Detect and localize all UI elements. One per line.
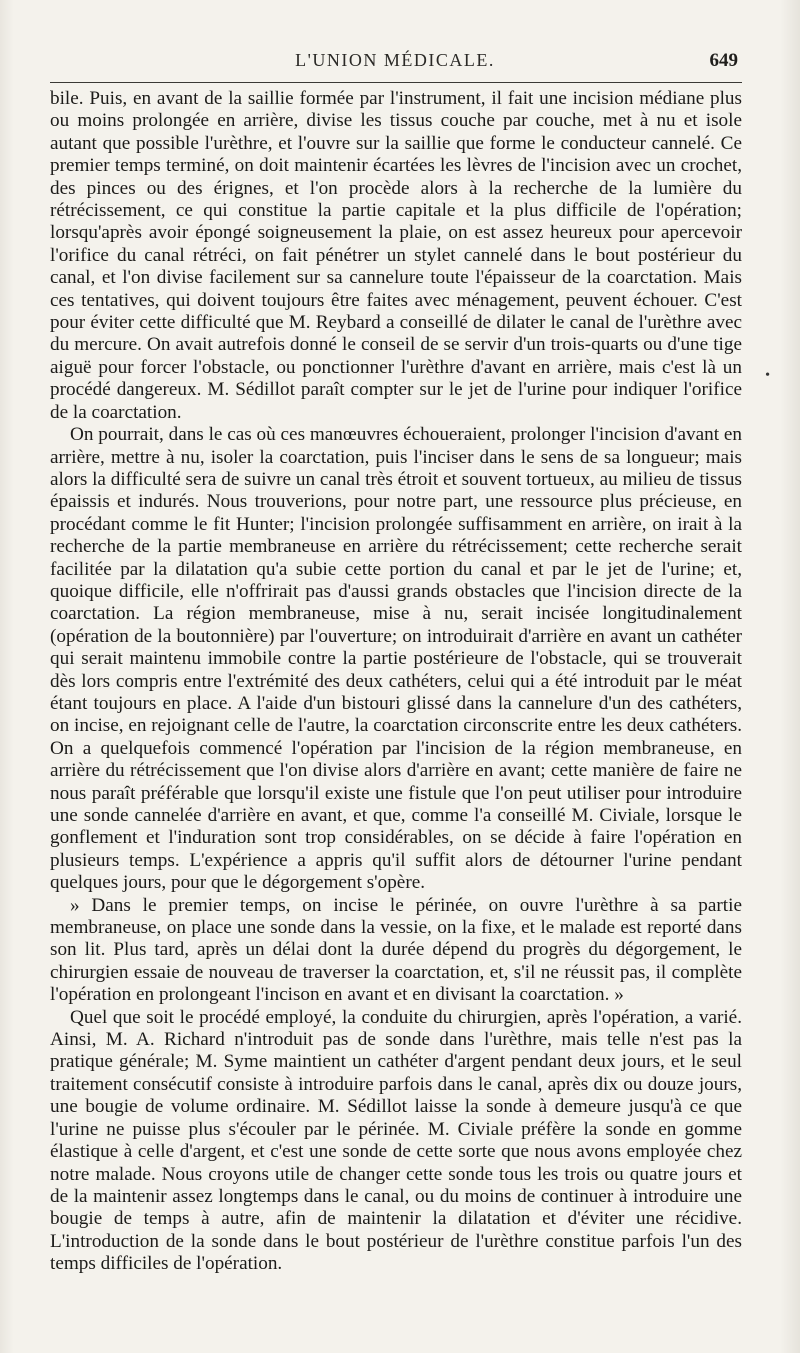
paragraph-2: On pourrait, dans le cas où ces manœuvres échoueraient, prolonger l'incision d'avant en arrière, mettre à nu, isoler la coarctation, puis l'inciser dans le sens de sa longueur; mais alors la difficulté sera de suivre un canal très étroit et souvent tortueux, au milieu de tissus épaissis et indurés. Nous trouverions, pour notre part, une ressource plus précieuse, en procédant comme le fit Hunter; l'incision prolongée suffisamment en arrière, on irait à la recherche de la partie membraneuse en arrière du rétrécissement; cette recherche serait facilitée par la dilatation qu'a subie cette portion du canal et par le jet de l'urine; et, quoique difficile, elle n'offrirait pas d'aussi grands obstacles que l'incision directe de la coarctation. La région membraneuse, mise à nu, serait incisée longitudinalement (opération de la boutonnière) par l'ouverture; on introduirait d'arrière en avant un cathéter qui serait maintenu immobile contre la partie postérieure de l'obstacle, qui se trouverait dès lors compris entre l'extrémité des deux cathéters, celui qui a été introduit par le méat étant toujours en place. A l'aide d'un bistouri glissé dans la cannelure d'un des cathéters, on incise, en rejoignant celle de l'autre, la coarctation circonscrite entre les deux cathéters. On a quelquefois commencé l'opération par l'incision de la région membraneuse, en arrière du rétrécissement que l'on divise alors d'arrière en avant; cette manière de faire ne nous paraît préférable que lorsqu'il existe une fistule que l'on peut utiliser pour introduire une sonde cannelée d'arrière en avant, et que, comme l'a conseillé M. Civiale, lorsque le gonflement et l'induration sont trop considérables, on se décide à faire l'opération en plusieurs temps. L'expérience a appris qu'il suffit alors de détourner l'urine pendant quelques jours, pour que le dégorgement s'opère. — [50, 424, 742, 894]
page-header — [50, 50, 740, 78]
running-title: L'UNION MÉDICALE. — [295, 50, 495, 70]
paragraph-3-quote: » Dans le premier temps, on incise le périnée, on ouvre l'urèthre à sa partie membraneuse, on place une sonde dans la vessie, on la fixe, et le malade est reporté dans son lit. Plus tard, après un délai dont la durée dépend du progrès du dégorgement, le chirurgien essaie de nouveau de traverser la coarctation, et, s'il ne réussit pas, il complète l'opération en prolongeant l'incison en avant et en divisant la coarctation. » — [50, 894, 742, 1006]
body-text — [50, 88, 742, 1276]
header-rule — [50, 82, 742, 83]
page-number: 649 — [709, 50, 738, 71]
paragraph-1: bile. Puis, en avant de la saillie formée par l'instrument, il fait une incision médiane plus ou moins prolongée en arrière, divise les tissus couche par couche, met à nu et isole autant que possible l'urèthre, et l'ouvre sur la saillie que forme le conducteur cannelé. Ce premier temps terminé, on doit maintenir écartées les lèvres de l'incision avec un crochet, des pinces ou des érignes, et l'on procède alors à la recherche de la lumière du rétrécissement, ce qui constitue la partie capitale et la plus difficile de l'opération; lorsqu'après avoir épongé soigneusement la plaie, on est assez heureux pour apercevoir l'orifice du canal rétréci, on fait pénétrer un stylet cannelé dans le bout postérieur du canal, et l'on divise facilement sur sa cannelure toute l'épaisseur de la coarctation. Mais ces tentatives, qui doivent toujours être faites avec ménagement, peuvent échouer. C'est pour éviter cette difficulté que M. Reybard a conseillé de dilater le canal de l'urèthre avec du mercure. On avait autrefois donné le conseil de se servir d'un trois-quarts ou d'une tige aiguë pour forcer l'obstacle, ou ponctionner l'urèthre d'avant en arrière, mais c'est là un procédé dangereux. M. Sédillot paraît compter sur le jet de l'urine pour indiquer l'orifice de la coarctation. — [50, 88, 742, 423]
paragraph-4: Quel que soit le procédé employé, la conduite du chirurgien, après l'opération, a varié. Ainsi, M. A. Richard n'introduit pas de sonde dans l'urèthre, mais telle n'est pas la pratique générale; M. Syme maintient un cathéter d'argent pendant deux jours, et le seul traitement consécutif consiste à introduire parfois dans le canal, après dix ou douze jours, une bougie de volume ordinaire. M. Sédillot laisse la sonde à demeure jusqu'à ce que l'urine ne puisse plus s'écouler par le périnée. M. Civiale préfère la sonde en gomme élastique à celle d'argent, et c'est une sonde de cette sorte que nous avons employée chez notre malade. Nous croyons utile de changer cette sonde tous les trois ou quatre jours et de la maintenir assez longtemps dans le canal, ou du moins de continuer à introduire une bougie de temps à autre, afin de maintenir la dilatation et d'éviter une récidive. L'introduction de la sonde dans le bout postérieur de l'urèthre constitue parfois l'un des temps difficiles de l'opération. — [50, 1006, 742, 1275]
margin-mark: • — [765, 368, 770, 383]
